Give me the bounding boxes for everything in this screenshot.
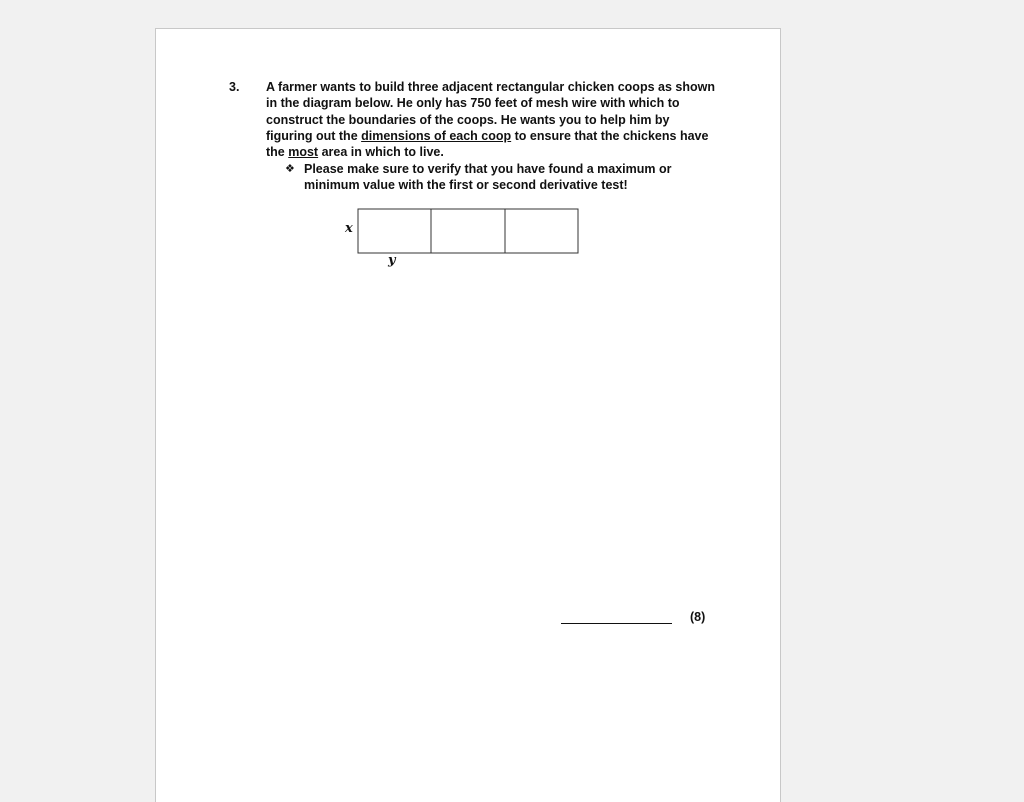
question-text xyxy=(266,79,716,160)
question-text-part-3: area in which to live. xyxy=(318,145,444,160)
document-page xyxy=(155,28,781,802)
width-label-y: y xyxy=(388,253,396,268)
coop-diagram xyxy=(341,207,586,277)
question-text-part-1: A farmer wants to build three adjacent rectangular chicken coops as shown in the diagram below. He only has 750 feet of mesh wire with which to construct the boundaries of the coops. He wants you to help him by figuring out the xyxy=(266,80,715,143)
answer-line xyxy=(561,623,672,624)
marks-label: (8) xyxy=(690,610,706,624)
coop-3 xyxy=(505,209,578,253)
coop-2 xyxy=(431,209,505,253)
coop-1 xyxy=(358,209,431,253)
coop-rectangles xyxy=(341,207,586,277)
diamond-bullet-icon: ❖ xyxy=(285,163,295,175)
question-text-part-2: to ensure that the chickens have the xyxy=(266,128,709,160)
instruction-text: Please make sure to verify that you have found a maximum or minimum value with the first or second derivative test! xyxy=(304,162,672,193)
underlined-dimensions: dimensions of each coop xyxy=(361,128,512,143)
question-number: 3. xyxy=(229,80,240,94)
underlined-most: most xyxy=(288,145,319,160)
height-label-x: x xyxy=(345,221,353,236)
